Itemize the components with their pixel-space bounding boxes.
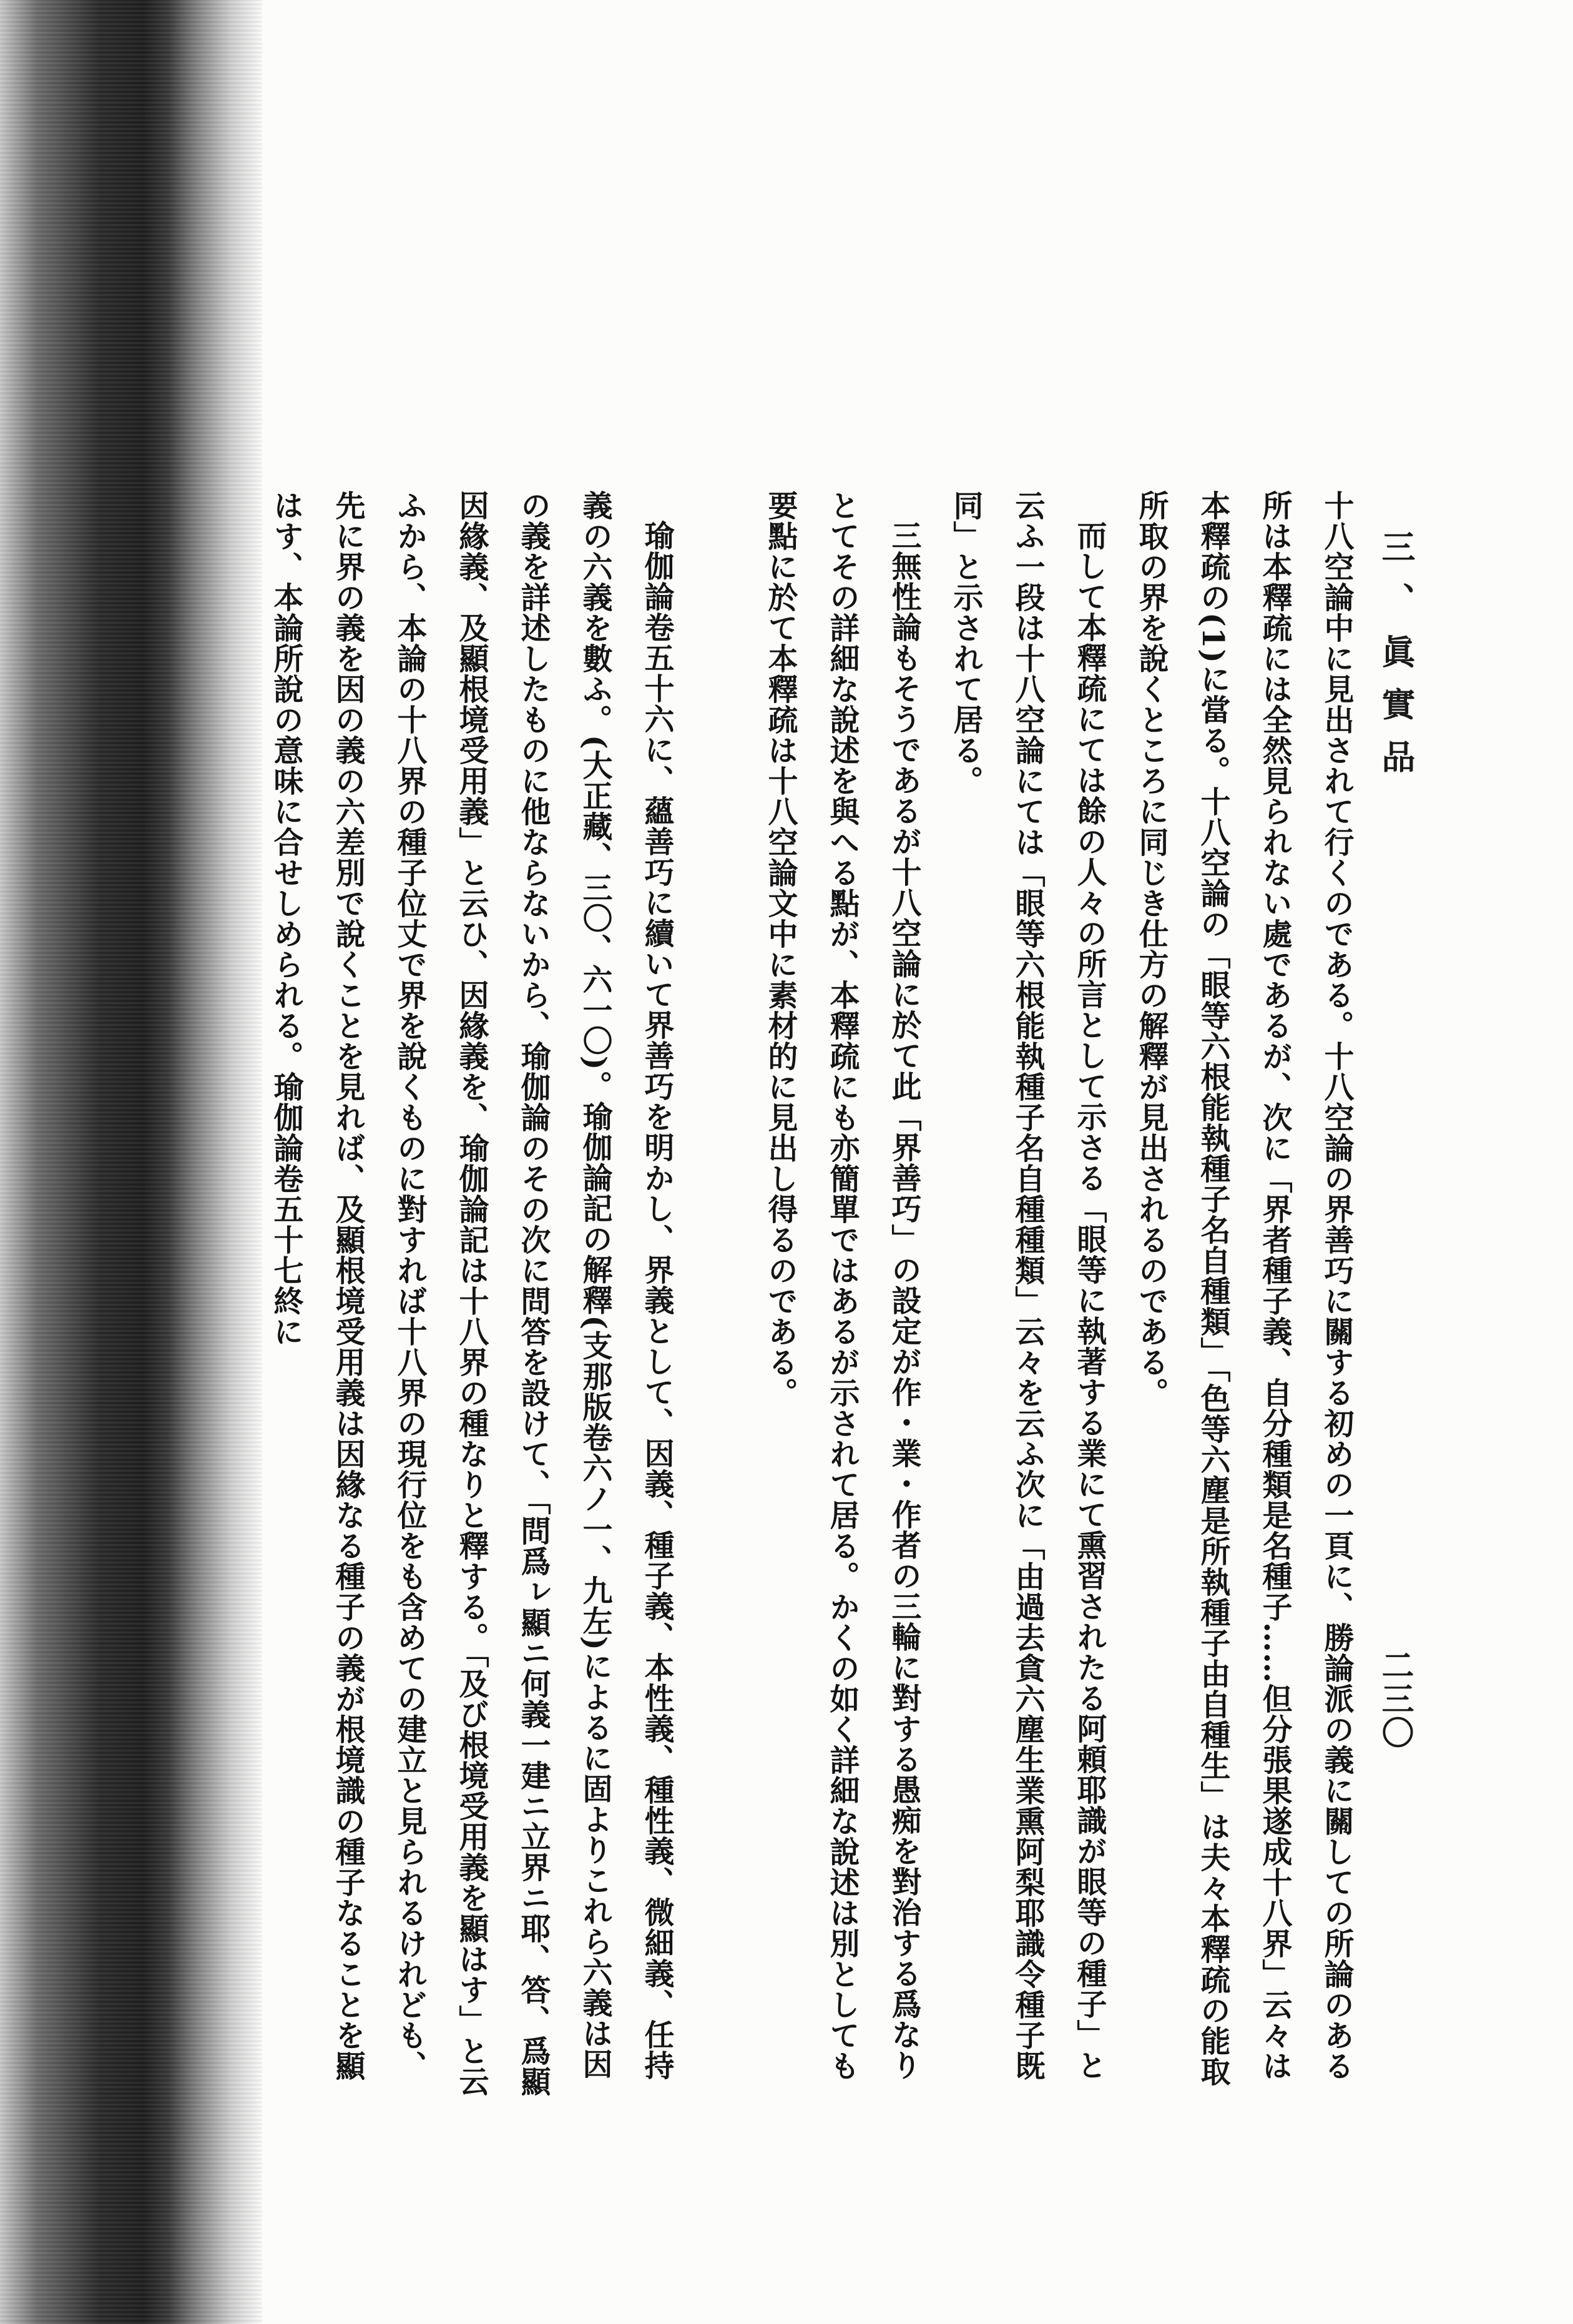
paragraph-2: 而して本釋疏にては餘の人々の所言として示さる「眼等に執著する業にて熏習されたる阿頼耶識が眼等の種子」と云ふ一段は十八空論にては「眼等六根能執種子名自種種類」云々を云ふ次に「由過去貪六塵生業熏阿梨耶識令種子既同」と示されて居る。 bbox=[948, 490, 1107, 2081]
scan-noise-texture bbox=[0, 0, 262, 2324]
body-text-column bbox=[268, 490, 1367, 2107]
paragraph-4: 瑜伽論卷五十六に、蘊善巧に續いて界善巧を明かし、界義として、因義、種子義、本性義、種性義、微細義、任持義の六義を數ふ。(大正藏、三〇、六一〇)。瑜伽論記の解釋(支那版卷六ノ一、九左)によるに固よりこれら六義は因の義を詳述したものに他ならないから、瑜伽論のその次に問答を設けて、「問爲ㇾ顯ニ何義一建ニ立界ニ耶、答、爲顯因緣義、及顯根境受用義」と云ひ、因緣義を、瑜伽論記は十八界の種なりと釋する。「及び根境受用義を顯はす」と云ふから、本論の十八界の種子位丈で界を說くものに對すれば十八界の現行位をも含めての建立と見られるけれども、先に界の義を因の義の六差別で說くことを見れば、及顯根境受用義は因緣なる種子の義が根境識の種子なることを顯はす、本論所說の意味に合せしめられる。瑜伽論卷五十七終に bbox=[268, 490, 674, 2097]
running-header-title: 三、眞實品 bbox=[1376, 529, 1416, 792]
paragraph-3: 三無性論もそうであるが十八空論に於て此「界善巧」の設定が作・業・作者の三輪に對する愚痴を對治する爲なりとてその詳細な說述を與へる點が、本釋疏にも亦簡單ではあるが示されて居る。かくの如く詳細な說述は別としても要點に於て本釋疏は十八空論文中に素材的に見出し得るのである。 bbox=[763, 490, 921, 2081]
paragraph-1: 十八空論中に見出されて行くのである。十八空論の界善巧に關する初めの一頁に、勝論派の義に關しての所論のある所は本釋疏には全然見られない處であるが、次に「界者種子義、自分種類是名種子……但分張果遂成十八界」云々は本釋疏の(1)に當る。十八空論の「眼等六根能執種子名自種類」「色等六塵是所執種子由自種生」は夫々本釋疏の能取所取の界を說くところに同じき仕方の解釋が見出されるのである。 bbox=[1134, 490, 1354, 2087]
page-number: 二三〇 bbox=[1376, 1648, 1414, 1750]
